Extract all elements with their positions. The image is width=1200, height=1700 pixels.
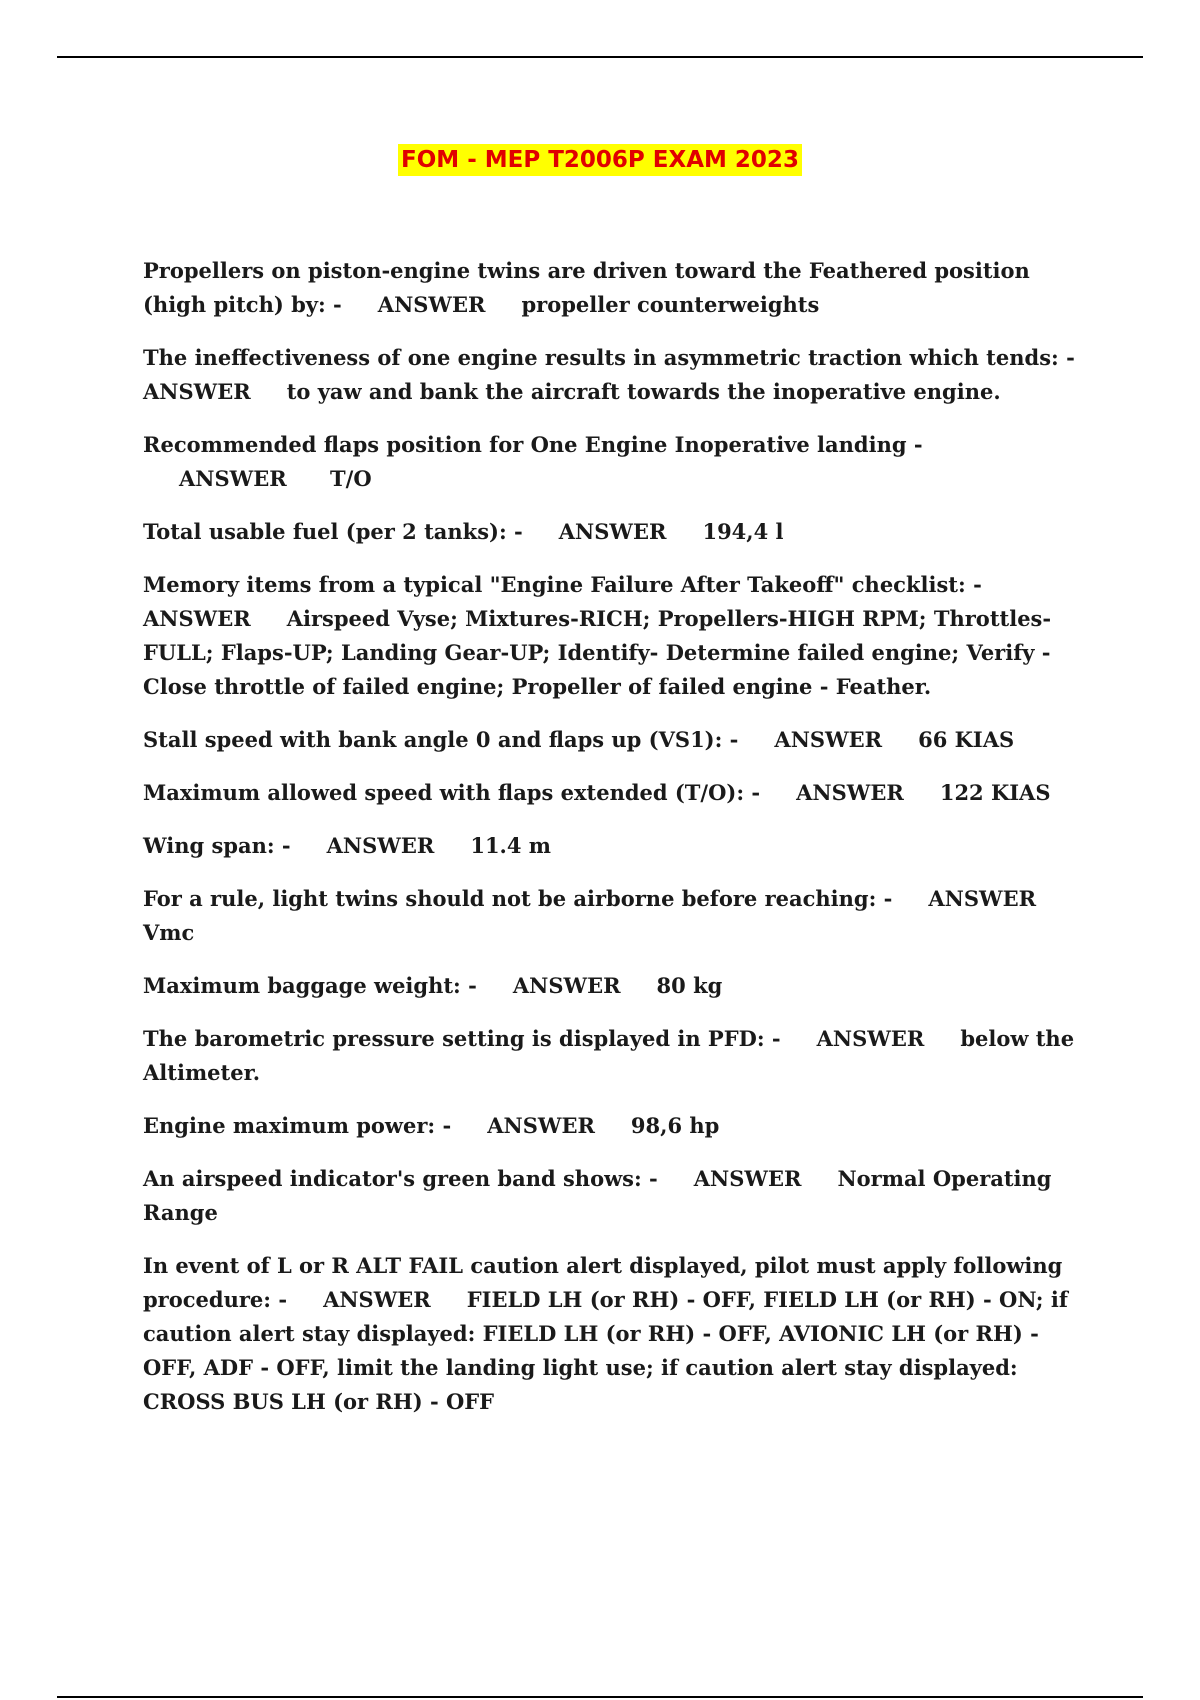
answer-label: ANSWER bbox=[693, 1166, 802, 1191]
qa-item bbox=[143, 723, 1083, 757]
question-text: Memory items from a typical "Engine Failure After Takeoff" checklist: - bbox=[143, 572, 982, 597]
answer-label: ANSWER bbox=[774, 727, 883, 752]
question-text: The barometric pressure setting is displayed in PFD: - bbox=[143, 1026, 781, 1051]
answer-text: Normal Operating Range bbox=[143, 1166, 1052, 1225]
answer-label: ANSWER bbox=[143, 606, 251, 631]
answer-label: ANSWER bbox=[179, 466, 287, 491]
answer-text: 194,4 l bbox=[702, 519, 784, 544]
question-text: For a rule, light twins should not be airborne before reaching: - bbox=[143, 886, 893, 911]
answer-text: Vmc bbox=[143, 920, 195, 945]
question-text: Engine maximum power: - bbox=[143, 1113, 452, 1138]
answer-text: 66 KIAS bbox=[918, 727, 1015, 752]
answer-label: ANSWER bbox=[816, 1026, 925, 1051]
question-text: Maximum allowed speed with flaps extended (T/O): - bbox=[143, 780, 761, 805]
answer-text: below the Altimeter. bbox=[143, 1026, 1075, 1085]
qa-item bbox=[143, 254, 1083, 322]
qa-item bbox=[143, 515, 1083, 549]
answer-label: ANSWER bbox=[928, 886, 1037, 911]
answer-text: Airspeed Vyse; Mixtures-RICH; Propellers-HIGH RPM; Throttles-FULL; Flaps-UP; Landing Gear-UP; Identify- Determine failed engine; Verify - Close throttle of failed engine; Propeller of failed engine - Feather. bbox=[143, 606, 1052, 699]
qa-list bbox=[143, 254, 1083, 1438]
question-text: Wing span: - bbox=[143, 833, 291, 858]
answer-text: 11.4 m bbox=[470, 833, 552, 858]
question-text: Propellers on piston-engine twins are driven toward the Feathered position (high pitch) by: - bbox=[143, 258, 1030, 317]
answer-text: propeller counterweights bbox=[521, 292, 820, 317]
question-text: An airspeed indicator's green band shows: - bbox=[143, 1166, 658, 1191]
qa-item bbox=[143, 428, 1083, 496]
answer-label: ANSWER bbox=[323, 1287, 431, 1312]
answer-text: FIELD LH (or RH) - OFF, FIELD LH (or RH) - ON; if caution alert stay displayed: FIELD LH (or RH) - OFF, AVIONIC LH (or RH) - OFF, ADF - OFF, limit the landing light use; if caution alert stay displayed: CROSS BUS LH (or RH) - OFF bbox=[143, 1287, 1068, 1414]
answer-label: ANSWER bbox=[326, 833, 435, 858]
qa-item bbox=[143, 776, 1083, 810]
qa-item bbox=[143, 829, 1083, 863]
qa-item bbox=[143, 341, 1083, 409]
bottom-divider bbox=[57, 1696, 1143, 1698]
answer-text: 122 KIAS bbox=[939, 780, 1051, 805]
answer-text: 80 kg bbox=[656, 973, 723, 998]
answer-text: to yaw and bank the aircraft towards the inoperative engine. bbox=[286, 379, 1001, 404]
answer-label: ANSWER bbox=[143, 379, 251, 404]
answer-label: ANSWER bbox=[487, 1113, 595, 1138]
question-text: Total usable fuel (per 2 tanks): - bbox=[143, 519, 523, 544]
qa-item bbox=[143, 1162, 1083, 1230]
top-divider bbox=[57, 56, 1143, 58]
answer-text: 98,6 hp bbox=[630, 1113, 720, 1138]
answer-label: ANSWER bbox=[796, 780, 904, 805]
answer-label: ANSWER bbox=[512, 973, 621, 998]
qa-item bbox=[143, 1249, 1083, 1419]
qa-item bbox=[143, 882, 1083, 950]
document-title: FOM - MEP T2006P EXAM 2023 bbox=[398, 144, 802, 176]
question-text: In event of L or R ALT FAIL caution alert displayed, pilot must apply following procedure: - bbox=[143, 1253, 1063, 1312]
answer-text: T/O bbox=[330, 466, 372, 491]
qa-item bbox=[143, 1109, 1083, 1143]
title-container bbox=[0, 144, 1200, 176]
question-text: Recommended flaps position for One Engine Inoperative landing - bbox=[143, 432, 923, 457]
answer-label: ANSWER bbox=[558, 519, 667, 544]
question-text: Stall speed with bank angle 0 and flaps up (VS1): - bbox=[143, 727, 739, 752]
qa-item bbox=[143, 969, 1083, 1003]
question-text: Maximum baggage weight: - bbox=[143, 973, 477, 998]
qa-item bbox=[143, 1022, 1083, 1090]
qa-item bbox=[143, 568, 1083, 704]
question-text: The ineffectiveness of one engine results in asymmetric traction which tends: - bbox=[143, 345, 1075, 370]
answer-label: ANSWER bbox=[377, 292, 486, 317]
